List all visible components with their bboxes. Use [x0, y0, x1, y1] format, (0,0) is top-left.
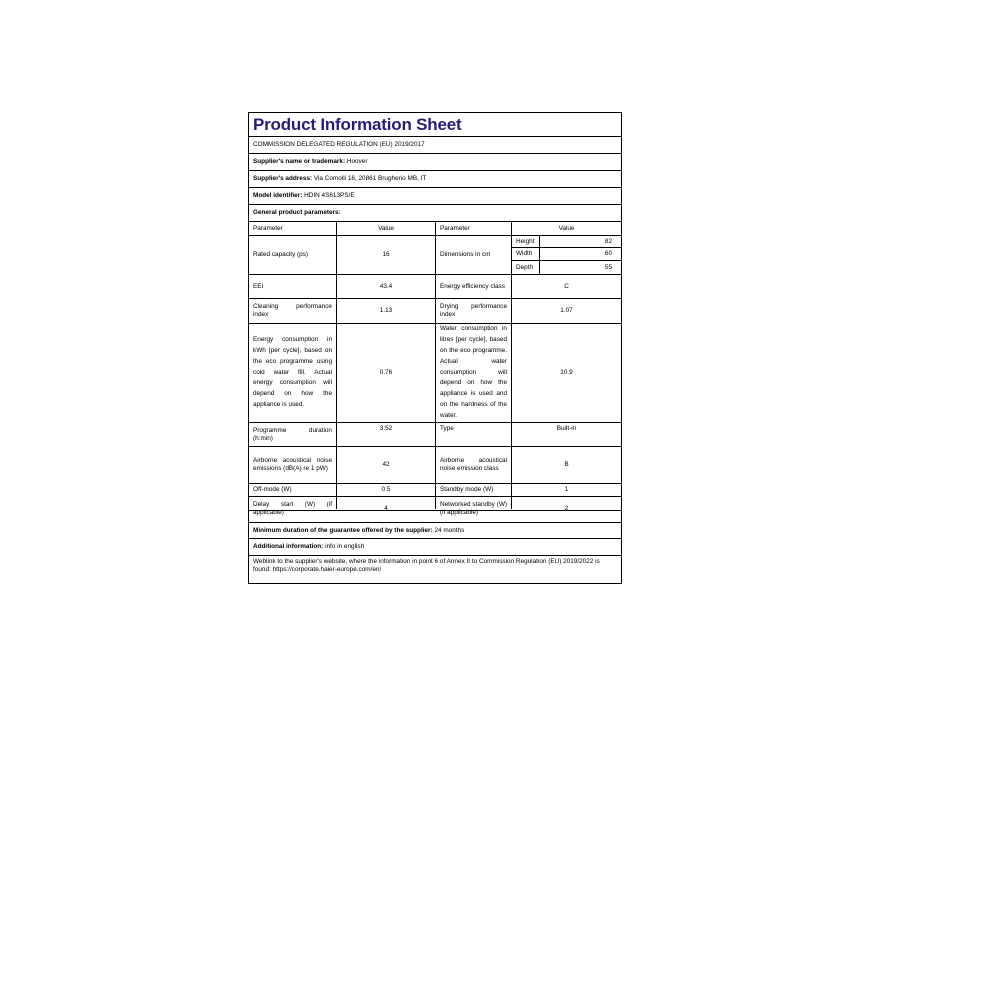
- regulation-row: [249, 137, 621, 154]
- model-identifier-value: HDIN 4S613PS/E: [304, 192, 355, 199]
- networked-standby-label: Networked standby (W) (if applicable): [440, 501, 507, 516]
- supplier-name-value: Hoover: [346, 158, 368, 165]
- weblink-text: Weblink to the supplier's website, where the information in point 6 of Annex II to Commission Regulation (EU) 2019/2022 is found:: [253, 558, 600, 573]
- noise-class-value: B: [564, 461, 569, 468]
- title-row: [249, 113, 621, 137]
- off-mode-value: 0.5: [381, 486, 391, 493]
- general-params-row: [249, 205, 621, 222]
- rated-capacity-value: 16: [382, 251, 390, 258]
- delay-start-label: Delay start (W) (if applicable): [253, 501, 332, 516]
- page-title: Product Information Sheet: [253, 114, 462, 134]
- additional-info-row: [249, 539, 621, 556]
- rated-capacity-label: Rated capacity (ps): [253, 251, 309, 258]
- width-value: 60: [604, 250, 612, 257]
- delay-start-value: 4: [384, 505, 388, 512]
- height-value: 82: [604, 237, 612, 245]
- type-value: Built-in: [556, 425, 577, 432]
- header-value-2: Value: [558, 224, 575, 232]
- cleaning-index-value: 1.13: [379, 307, 393, 314]
- supplier-address-label: Supplier's address:: [253, 175, 313, 182]
- supplier-name-row: [249, 154, 621, 171]
- depth-label: Depth: [516, 263, 534, 271]
- additional-info-value: info in english: [325, 543, 365, 550]
- standby-mode-label: Standby mode (W): [440, 486, 494, 493]
- header-value-1: Value: [378, 224, 394, 232]
- eei-value: 43.4: [379, 282, 393, 290]
- water-consumption-value: 10.9: [560, 369, 573, 376]
- energy-class-value: C: [564, 282, 569, 290]
- product-information-sheet: [248, 112, 622, 584]
- type-label: Type: [440, 425, 454, 432]
- eei-label: EEI: [253, 282, 264, 290]
- general-params-label: General product parameters:: [253, 209, 341, 216]
- additional-info-label: Additional information:: [253, 543, 324, 550]
- noise-emissions-label: Airborne acoustical noise emissions (dB(A) re 1 pW): [253, 457, 332, 472]
- weblink-row: [249, 556, 621, 582]
- model-identifier-label: Model identifier:: [253, 192, 303, 199]
- standby-mode-value: 1: [564, 486, 569, 493]
- noise-emissions-value: 42: [382, 461, 390, 468]
- drying-index-label: Drying performance index: [440, 303, 507, 318]
- header-parameter-2: Parameter: [440, 224, 470, 232]
- regulation-text: COMMISSION DELEGATED REGULATION (EU) 2019/2017: [253, 141, 425, 148]
- networked-standby-value: 2: [564, 505, 569, 512]
- programme-duration-label: Programme duration (h:min): [253, 426, 332, 442]
- supplier-address-row: [249, 171, 621, 188]
- programme-duration-value: 3:52: [379, 425, 393, 432]
- cleaning-index-label: Cleaning performance index: [253, 303, 332, 318]
- width-label: Width: [516, 250, 533, 257]
- model-identifier-row: [249, 188, 621, 205]
- header-parameter-1: Parameter: [253, 224, 283, 232]
- energy-class-label: Energy efficiency class: [440, 282, 505, 290]
- water-consumption-label: Water consumption in litres [per cycle], based on the eco programme. Actual water consumption will depend on how the appliance is used and on the hardness of the water.: [440, 325, 507, 420]
- energy-consumption-label: Energy consumption in kWh [per cycle], based on the eco programme using cold water fill. Actual energy consumption will depend on how the appliance is used.: [253, 335, 332, 409]
- guarantee-value: 24 months: [434, 526, 465, 534]
- noise-class-label: Airborne acoustical noise emission class: [440, 457, 507, 472]
- energy-consumption-value: 0.76: [379, 369, 393, 376]
- depth-value: 55: [604, 263, 612, 271]
- supplier-name-label: Supplier's name or trademark:: [253, 158, 346, 165]
- guarantee-row: [249, 522, 621, 539]
- parameters-table: [249, 222, 621, 516]
- height-label: Height: [516, 237, 535, 245]
- supplier-address-value: Via Comolli 16, 20861 Brugherio MB, IT: [313, 175, 427, 182]
- dimensions-label: Dimensions in cm: [440, 251, 491, 258]
- drying-index-value: 1.07: [560, 307, 573, 314]
- off-mode-label: Off-mode (W): [253, 486, 292, 493]
- guarantee-label: Minimum duration of the guarantee offered by the supplier:: [253, 526, 433, 534]
- weblink-url[interactable]: https://corporate.haier-europe.com/en/: [272, 566, 382, 573]
